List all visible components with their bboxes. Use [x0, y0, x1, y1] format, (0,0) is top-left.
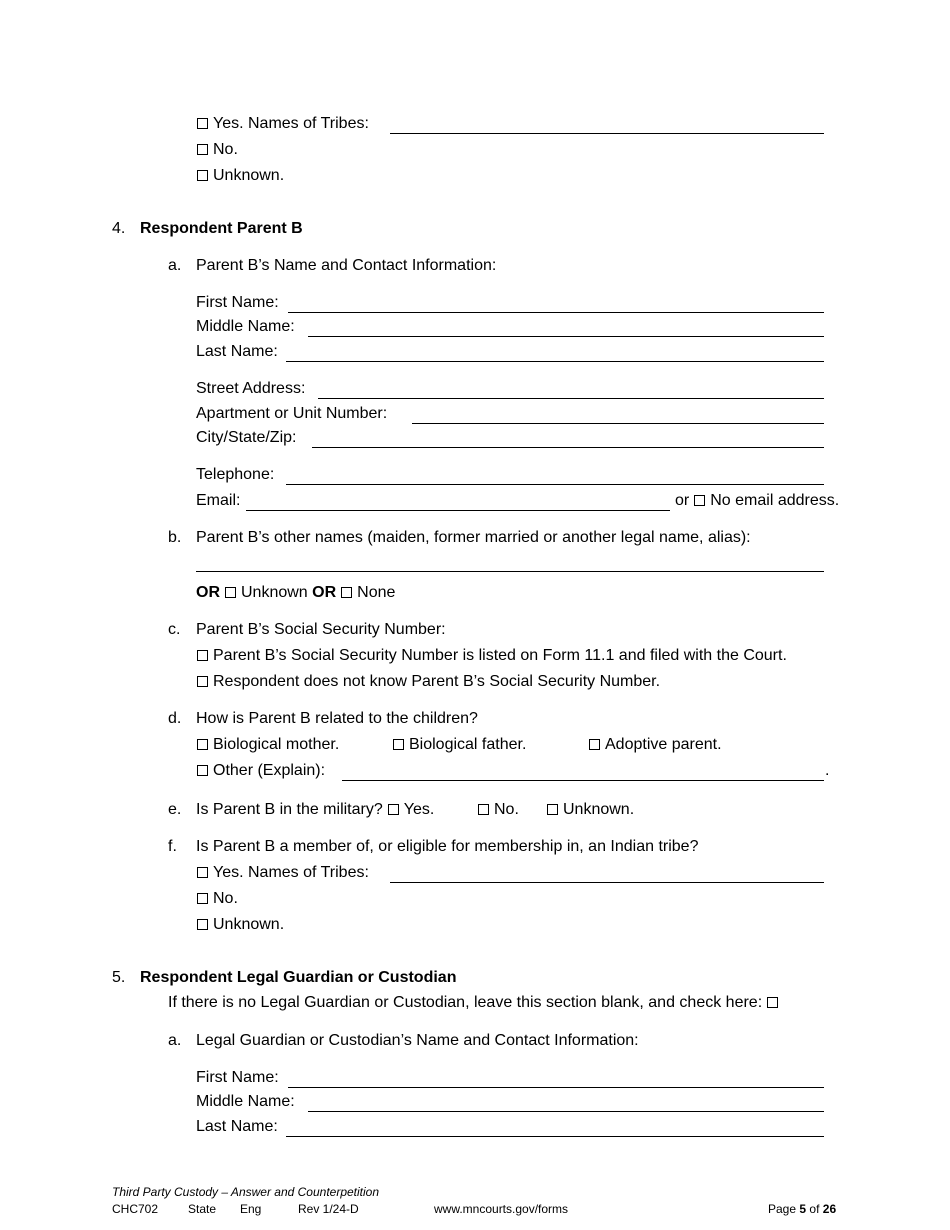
tribe-no-option	[197, 889, 238, 909]
or-label: OR	[312, 584, 337, 601]
of-label: of	[809, 1202, 820, 1216]
item-4a-letter: a.	[168, 257, 182, 274]
ssn-unknown-checkbox[interactable]	[197, 676, 208, 687]
military-question-label: Is Parent B in the military?	[196, 801, 383, 818]
tribes-yes-option	[197, 114, 369, 134]
other-names-options	[196, 583, 395, 603]
military-yes-checkbox[interactable]	[388, 804, 399, 815]
guardian-last-name-field[interactable]	[286, 1136, 824, 1137]
other-relation-label: Other (Explain):	[213, 762, 326, 779]
tribe-yes-label: Yes. Names of Tribes:	[213, 864, 369, 881]
tribe-no-checkbox[interactable]	[197, 893, 208, 904]
item-4f-question: Is Parent B a member of, or eligible for membership in, an Indian tribe?	[196, 838, 699, 855]
tribes-unknown-checkbox[interactable]	[197, 170, 208, 181]
other-names-unknown-checkbox[interactable]	[225, 587, 236, 598]
section-5-number: 5.	[112, 969, 126, 986]
other-names-field[interactable]	[196, 571, 824, 572]
guardian-first-name-label: First Name:	[196, 1069, 279, 1086]
section-4-title: Respondent Parent B	[140, 220, 303, 237]
item-4d-letter: d.	[168, 710, 182, 727]
other-relation-field[interactable]	[342, 780, 824, 781]
ssn-listed-label: Parent B’s Social Security Number is listed on Form 11.1 and filed with the Court.	[213, 647, 787, 664]
item-4d-question: How is Parent B related to the children?	[196, 710, 478, 727]
adoptive-checkbox[interactable]	[589, 739, 600, 750]
street-address-field[interactable]	[318, 398, 824, 399]
no-guardian-label: If there is no Legal Guardian or Custodian, leave this section blank, and check here:	[168, 994, 763, 1011]
tribe-no-label: No.	[213, 890, 238, 907]
page-total: 26	[822, 1202, 837, 1216]
no-guardian-checkbox[interactable]	[767, 997, 778, 1008]
other-relation-option	[197, 761, 325, 781]
last-name-field[interactable]	[286, 361, 824, 362]
footer-lang: Eng	[240, 1202, 262, 1216]
item-5a-question: Legal Guardian or Custodian’s Name and Contact Information:	[196, 1032, 639, 1049]
city-state-zip-field[interactable]	[312, 447, 824, 448]
adoptive-label: Adoptive parent.	[605, 736, 722, 753]
item-4c-letter: c.	[168, 621, 181, 638]
tribes-unknown-label: Unknown.	[213, 167, 285, 184]
no-guardian-instruction	[168, 993, 783, 1013]
telephone-label: Telephone:	[196, 466, 275, 483]
tribe-unknown-checkbox[interactable]	[197, 919, 208, 930]
tribe-unknown-option	[197, 915, 284, 935]
telephone-field[interactable]	[286, 484, 824, 485]
military-unknown-label: Unknown.	[563, 801, 635, 818]
ssn-listed-checkbox[interactable]	[197, 650, 208, 661]
tribes-yes-label: Yes. Names of Tribes:	[213, 115, 369, 132]
bio-father-label: Biological father.	[409, 736, 527, 753]
middle-name-label: Middle Name:	[196, 318, 295, 335]
bio-mother-label: Biological mother.	[213, 736, 340, 753]
city-state-zip-label: City/State/Zip:	[196, 429, 297, 446]
item-5a-letter: a.	[168, 1032, 182, 1049]
or-label: OR	[196, 584, 220, 601]
page-label: Page	[768, 1202, 797, 1216]
footer-rev: Rev 1/24-D	[298, 1202, 359, 1216]
military-unknown-option	[547, 800, 634, 820]
none-label: None	[357, 584, 396, 601]
other-relation-checkbox[interactable]	[197, 765, 208, 776]
tribes-no-checkbox[interactable]	[197, 144, 208, 155]
last-name-label: Last Name:	[196, 343, 278, 360]
tribes-no-option	[197, 140, 238, 160]
other-names-none-checkbox[interactable]	[341, 587, 352, 598]
military-no-checkbox[interactable]	[478, 804, 489, 815]
guardian-first-name-field[interactable]	[288, 1087, 824, 1088]
tribe-yes-option	[197, 863, 369, 883]
bio-father-checkbox[interactable]	[393, 739, 404, 750]
no-email-label: No email address.	[710, 492, 840, 509]
ssn-listed-option	[197, 646, 787, 666]
item-4e-letter: e.	[168, 801, 182, 818]
military-no-option	[478, 800, 519, 820]
no-email-checkbox[interactable]	[694, 495, 705, 506]
guardian-middle-name-field[interactable]	[308, 1111, 824, 1112]
guardian-middle-name-label: Middle Name:	[196, 1093, 295, 1110]
tribe-unknown-label: Unknown.	[213, 916, 285, 933]
footer-url[interactable]: www.mncourts.gov/forms	[434, 1202, 569, 1216]
item-4b-letter: b.	[168, 529, 182, 546]
first-name-label: First Name:	[196, 294, 279, 311]
period: .	[825, 762, 830, 779]
tribes-unknown-option	[197, 166, 284, 186]
or-label: or	[675, 492, 690, 509]
guardian-last-name-label: Last Name:	[196, 1118, 278, 1135]
tribes-names-field[interactable]	[390, 133, 824, 134]
section-4-number: 4.	[112, 220, 126, 237]
no-email-option	[675, 491, 839, 511]
item-4e-question	[196, 800, 434, 820]
footer-code: CHC702	[112, 1202, 159, 1216]
middle-name-field[interactable]	[308, 336, 824, 337]
apartment-label: Apartment or Unit Number:	[196, 405, 388, 422]
item-4c-question: Parent B’s Social Security Number:	[196, 621, 446, 638]
apartment-field[interactable]	[412, 423, 824, 424]
street-address-label: Street Address:	[196, 380, 306, 397]
unknown-label: Unknown	[241, 584, 308, 601]
page-current: 5	[799, 1202, 807, 1216]
adoptive-option	[589, 735, 722, 755]
tribes-yes-checkbox[interactable]	[197, 118, 208, 129]
bio-mother-checkbox[interactable]	[197, 739, 208, 750]
item-4b-question: Parent B’s other names (maiden, former married or another legal name, alias):	[196, 529, 751, 546]
first-name-field[interactable]	[288, 312, 824, 313]
footer-state: State	[188, 1202, 217, 1216]
tribes-no-label: No.	[213, 141, 238, 158]
military-no-label: No.	[494, 801, 519, 818]
item-4a-question: Parent B’s Name and Contact Information:	[196, 257, 497, 274]
tribe-names-field[interactable]	[390, 882, 824, 883]
bio-mother-option	[197, 735, 339, 755]
footer-form-title: Third Party Custody – Answer and Counterpetition	[112, 1185, 380, 1199]
email-field[interactable]	[246, 510, 670, 511]
tribe-yes-checkbox[interactable]	[197, 867, 208, 878]
item-4f-letter: f.	[168, 838, 177, 855]
bio-father-option	[393, 735, 526, 755]
section-5-title: Respondent Legal Guardian or Custodian	[140, 969, 457, 986]
ssn-unknown-label: Respondent does not know Parent B’s Social Security Number.	[213, 673, 661, 690]
military-yes-label: Yes.	[403, 801, 435, 818]
military-unknown-checkbox[interactable]	[547, 804, 558, 815]
ssn-unknown-option	[197, 672, 660, 692]
footer-page-number	[768, 1202, 836, 1217]
email-label: Email:	[196, 492, 241, 509]
